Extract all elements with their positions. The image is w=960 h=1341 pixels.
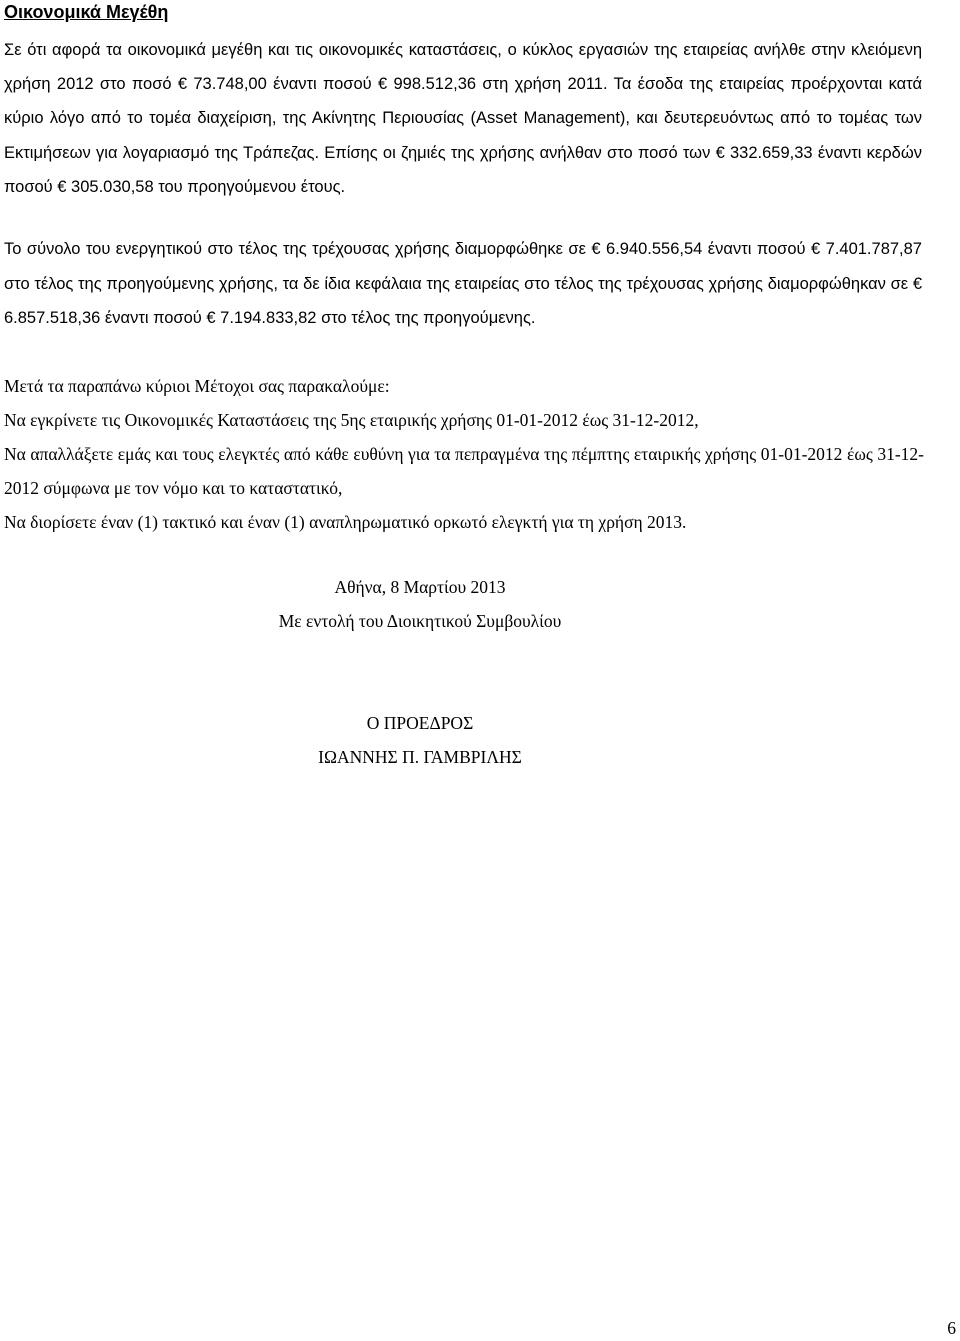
request-discharge-liability: Να απαλλάξετε εμάς και τους ελεγκτές από κάθε ευθύνη για τα πεπραγμένα της πέμπτης εταιρικής χρήσης 01-01-2012 έως 31-12-2012 σύμφωνα με τον νόμο και το καταστατικό, bbox=[4, 444, 924, 498]
signatory-title: Ο ΠΡΟΕΔΡΟΣ bbox=[366, 713, 474, 733]
place-date: Αθήνα, 8 Μαρτίου 2013 bbox=[334, 577, 506, 597]
request-approve-statements: Να εγκρίνετε τις Οικονομικές Καταστάσεις της 5ης εταιρικής χρήσης 01-01-2012 έως 31-12-2012, bbox=[4, 410, 699, 430]
section-heading: Οικονομικά Μεγέθη bbox=[4, 2, 169, 22]
board-mandate: Με εντολή του Διοικητικού Συμβουλίου bbox=[278, 611, 562, 631]
signatory-name: ΙΩΑΝΝΗΣ Π. ΓΑΜΒΡΙΛΗΣ bbox=[318, 747, 522, 767]
requests-intro: Μετά τα παραπάνω κύριοι Μέτοχοι σας παρακαλούμε: bbox=[4, 376, 390, 396]
assets-paragraph: Το σύνολο του ενεργητικού στο τέλος της τρέχουσας χρήσης διαμορφώθηκε σε € 6.940.556,54 έναντι ποσού € 7.401.787,87 στο τέλος της προηγούμενης χρήσης, τα δε ίδια κεφάλαια της εταιρείας στο τέλος της τρέχουσας χρήσης διαμορφώθηκαν σε € 6.857.518,36 έναντι ποσού € 7.194.833,82 στο τέλος της προηγούμενης. bbox=[4, 240, 922, 327]
request-appoint-auditor: Να διορίσετε έναν (1) τακτικό και έναν (1) αναπληρωματικό ορκωτό ελεγκτή για τη χρήση 2013. bbox=[4, 512, 687, 532]
financials-paragraph: Σε ότι αφορά τα οικονομικά μεγέθη και τις οικονομικές καταστάσεις, ο κύκλος εργασιών της εταιρείας ανήλθε στην κλειόμενη χρήση 2012 στο ποσό € 73.748,00 έναντι ποσού € 998.512,36 στη χρήση 2011. Τα έσοδα της εταιρείας προέρχονται κατά κύριο λόγο από το τομέα διαχείριση, της Ακίνητης Περιουσίας (Asset Management), και δευτερευόντως από το τομέας των Εκτιμήσεων για λογαριασμό της Τράπεζας. Επίσης οι ζημιές της χρήσης ανήλθαν στο ποσό των € 332.659,33 έναντι κερδών ποσού € 305.030,58 του προηγούμενου έτους. bbox=[4, 41, 922, 196]
page-number: 6 bbox=[947, 1318, 956, 1338]
